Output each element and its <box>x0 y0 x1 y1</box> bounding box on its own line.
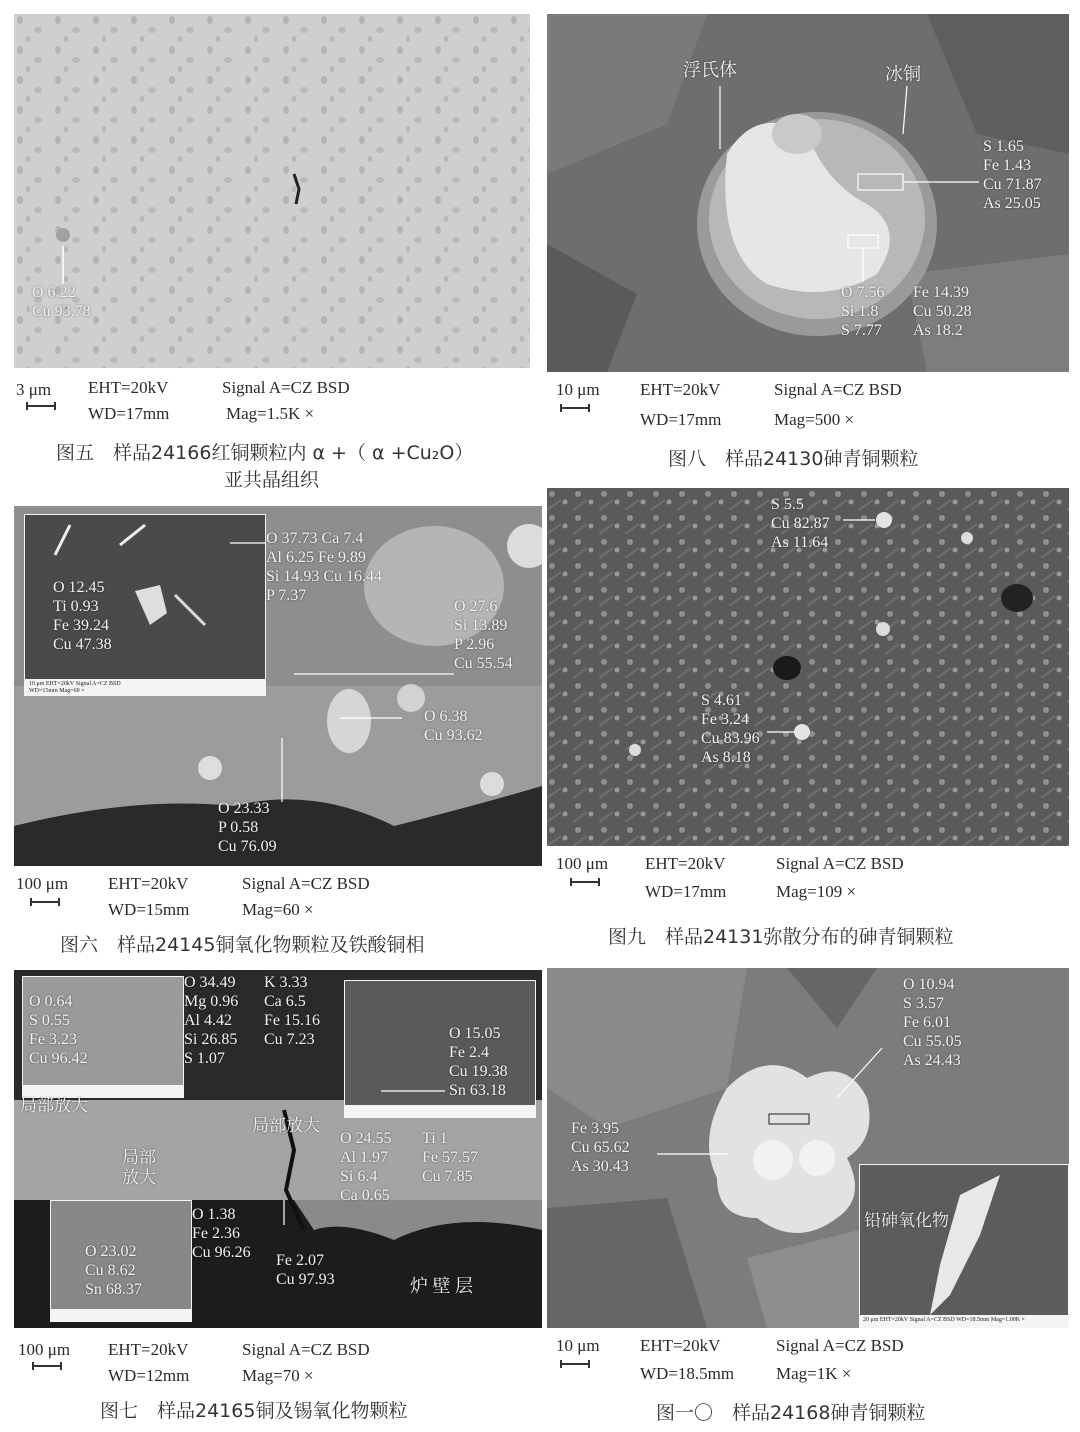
fig10-scale-bar <box>560 1360 590 1368</box>
sem-image-fig6 <box>14 506 542 866</box>
fig5-point-label: O 6.22 Cu 93.78 <box>32 284 91 320</box>
fig6-scale-text: 100 μm <box>16 874 69 893</box>
fig6-signal: Signal A=CZ BSD <box>242 874 370 893</box>
fig7-signal: Signal A=CZ BSD <box>242 1340 370 1359</box>
fig9-mag: Mag=109 × <box>776 882 857 901</box>
fig5-mag: Mag=1.5K × <box>226 404 315 423</box>
fig10-signal: Signal A=CZ BSD <box>776 1336 904 1355</box>
fig10-inset <box>859 1164 1069 1328</box>
fig10-mag: Mag=1K × <box>776 1364 852 1383</box>
fig6-comp-o638: O 6.38 Cu 93.62 <box>424 708 483 744</box>
fig5-scale-text: 3 μm <box>16 380 52 399</box>
fig7-inset-right-comp: O 15.05 Fe 2.4 Cu 19.38 Sn 63.18 <box>449 1025 508 1099</box>
fig8-wd: WD=17mm <box>640 410 722 429</box>
fig7-comp-mid-right: Ti 1 Fe 57.57 Cu 7.85 <box>422 1130 478 1185</box>
fig7-inset-left-comp: O 0.64 S 0.55 Fe 3.23 Cu 96.42 <box>29 993 88 1067</box>
fig10-comp-left: Fe 3.95 Cu 65.62 As 30.43 <box>571 1120 630 1175</box>
fig5-caption-line1: 图五 样品24166红铜颗粒内 α +（ α +Cu₂O） <box>56 442 474 464</box>
sem-image-fig10 <box>547 968 1069 1328</box>
fig7-comp-mid-left: O 24.55 Al 1.97 Si 6.4 Ca 0.65 <box>340 1130 392 1204</box>
fig8-mag: Mag=500 × <box>774 410 855 429</box>
fig6-inset-image <box>24 514 266 696</box>
fig7-label-wall: 炉 壁 层 <box>410 1276 473 1296</box>
fig7-label-local2: 局部放大 <box>252 1116 320 1135</box>
fig10-caption: 图一〇 样品24168砷青铜颗粒 <box>656 1402 926 1424</box>
fig6-wd: WD=15mm <box>108 900 190 919</box>
fig10-inset-label: 铅砷氧化物 <box>864 1211 949 1230</box>
fig8-label-fushi: 浮氏体 <box>683 60 737 80</box>
fig7-comp-col1: O 34.49 Mg 0.96 Al 4.42 Si 26.85 S 1.07 <box>184 974 239 1067</box>
fig7-eht: EHT=20kV <box>108 1340 189 1359</box>
fig6-caption: 图六 样品24145铜氧化物颗粒及铁酸铜相 <box>60 934 425 956</box>
fig7-mag: Mag=70 × <box>242 1366 314 1385</box>
fig7-scale-text: 100 μm <box>18 1340 71 1359</box>
fig7-inset-right <box>344 980 536 1118</box>
fig7-caption: 图七 样品24165铜及锡氧化物颗粒 <box>100 1400 408 1422</box>
fig8-caption: 图八 样品24130砷青铜颗粒 <box>668 448 919 470</box>
fig10-comp-top: O 10.94 S 3.57 Fe 6.01 Cu 55.05 As 24.43 <box>903 976 962 1069</box>
sem-image-fig8 <box>547 14 1069 372</box>
fig7-comp-fe207: Fe 2.07 Cu 97.93 <box>276 1252 335 1288</box>
fig7-inset-bottom-comp: O 23.02 Cu 8.62 Sn 68.37 <box>85 1243 142 1298</box>
sem-texture-fig5 <box>14 14 530 368</box>
fig9-eht: EHT=20kV <box>645 854 726 873</box>
fig6-comp-bottom: O 23.33 P 0.58 Cu 76.09 <box>218 800 277 855</box>
fig8-label-bingtong: 冰铜 <box>885 64 921 84</box>
fig5-eht: EHT=20kV <box>88 378 169 397</box>
fig6-eht: EHT=20kV <box>108 874 189 893</box>
fig10-eht: EHT=20kV <box>640 1336 721 1355</box>
fig5-wd: WD=17mm <box>88 404 170 423</box>
fig9-scale-text: 100 μm <box>556 854 609 873</box>
fig5-signal: Signal A=CZ BSD <box>222 378 350 397</box>
fig7-inset-bottom <box>50 1200 192 1322</box>
sem-image-fig9 <box>547 488 1069 846</box>
fig7-comp-o138: O 1.38 Fe 2.36 Cu 96.26 <box>192 1206 251 1261</box>
fig8-comp-bottom-left: O 7.56 Si 1.8 S 7.77 <box>841 284 885 339</box>
fig10-scale-text: 10 μm <box>556 1336 600 1355</box>
fig6-scale-bar <box>30 898 60 906</box>
fig7-label-local3: 局部 放大 <box>122 1148 156 1188</box>
fig10-wd: WD=18.5mm <box>640 1364 735 1383</box>
fig6-inset-meta: 10 μm EHT=20kV Signal A=CZ BSD WD=15mm Mag=60 × <box>29 681 121 694</box>
fig10-inset-texture <box>860 1165 1068 1327</box>
fig9-wd: WD=17mm <box>645 882 727 901</box>
fig8-eht: EHT=20kV <box>640 380 721 399</box>
fig5-scale-bar <box>26 402 56 410</box>
fig9-scale-bar <box>570 878 600 886</box>
fig5-caption-line2: 亚共晶组织 <box>224 469 320 491</box>
fig9-caption: 图九 样品24131弥散分布的砷青铜颗粒 <box>608 926 954 948</box>
fig6-comp-mid: O 27.6 Si 13.89 P 2.96 Cu 55.54 <box>454 598 513 672</box>
fig7-scale-bar <box>32 1362 62 1370</box>
fig7-wd: WD=12mm <box>108 1366 190 1385</box>
fig7-label-local1: 局部放大 <box>20 1096 88 1115</box>
fig6-inset-comp: O 12.45 Ti 0.93 Fe 39.24 Cu 47.38 <box>53 579 112 653</box>
fig6-comp-top: O 37.73 Ca 7.4 Al 6.25 Fe 9.89 Si 14.93 Cu 16.44 P 7.37 <box>266 530 383 604</box>
sem-image-fig5 <box>14 14 530 368</box>
fig8-comp-right: S 1.65 Fe 1.43 Cu 71.87 As 25.05 <box>983 138 1042 212</box>
fig6-mag: Mag=60 × <box>242 900 314 919</box>
fig7-comp-col2: K 3.33 Ca 6.5 Fe 15.16 Cu 7.23 <box>264 974 320 1048</box>
fig8-scale-text: 10 μm <box>556 380 600 399</box>
fig10-inset-meta: 20 μm EHT=20kV Signal A=CZ BSD WD=18.5mm Mag=1.00K × <box>863 1317 1025 1323</box>
fig7-inset-left <box>22 976 184 1098</box>
fig9-comp-top: S 5.5 Cu 82.87 As 11.64 <box>771 496 830 551</box>
fig9-signal: Signal A=CZ BSD <box>776 854 904 873</box>
fig9-comp-mid: S 4.61 Fe 3.24 Cu 83.96 As 8.18 <box>701 692 760 766</box>
sem-image-fig7 <box>14 970 542 1328</box>
fig8-signal: Signal A=CZ BSD <box>774 380 902 399</box>
fig8-comp-bottom-right: Fe 14.39 Cu 50.28 As 18.2 <box>913 284 972 339</box>
fig8-scale-bar <box>560 404 590 412</box>
